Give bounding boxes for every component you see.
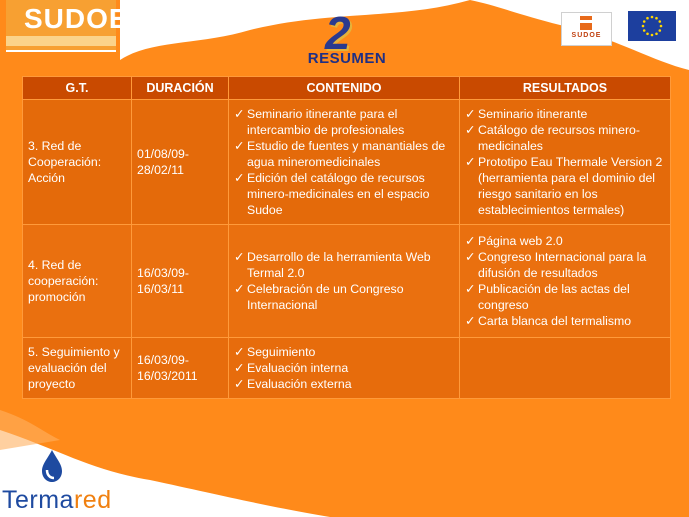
list-item <box>465 122 665 154</box>
list-item-text: Estudio de fuentes y manantiales de agua mineromedicinales <box>247 139 446 169</box>
list-item <box>234 249 454 281</box>
cell-contenido <box>229 100 460 225</box>
termared-logo-part1: Terma <box>2 486 74 514</box>
section-number: 2 <box>325 7 351 59</box>
summary-table <box>22 76 671 399</box>
cell-gt: 4. Red de cooperación: promoción <box>23 225 132 338</box>
cell-gt: 3. Red de Cooperación: Acción <box>23 100 132 225</box>
sudoe-partner-logo <box>561 12 612 46</box>
list-item-text: Congreso Internacional para la difusión de resultados <box>478 250 647 280</box>
list-item-text: Carta blanca del termalismo <box>478 314 632 328</box>
contenido-list <box>234 106 454 218</box>
check-icon: ✓ <box>465 107 476 121</box>
eu-flag-icon <box>628 11 676 41</box>
list-item-text: Catálogo de recursos minero-medicinales <box>478 123 640 153</box>
list-item-text: Prototipo Eau Thermale Version 2 (herramienta para el dominio del riesgo sanitario en los establecimientos termales) <box>478 155 663 217</box>
sudoe-partner-logo-text: SUDOE <box>571 32 602 39</box>
list-item-text: Desarrollo de la herramienta Web Termal 2.0 <box>247 250 431 280</box>
list-item-text: Seguimiento <box>247 345 316 359</box>
table-row <box>23 225 671 338</box>
cell-duracion: 01/08/09-28/02/11 <box>132 100 229 225</box>
check-icon: ✓ <box>465 314 476 328</box>
table-row <box>23 338 671 399</box>
sudoe-logo-bar <box>6 36 116 46</box>
cell-gt: 5. Seguimiento y evaluación del proyecto <box>23 338 132 399</box>
list-item <box>465 106 665 122</box>
check-icon: ✓ <box>234 282 245 296</box>
column-header-duracion: DURACIÓN <box>132 77 229 100</box>
list-item <box>465 154 665 218</box>
list-item <box>465 313 665 329</box>
list-item <box>234 106 454 138</box>
table-row <box>23 100 671 225</box>
list-item <box>234 281 454 313</box>
check-icon: ✓ <box>465 250 476 264</box>
contenido-list <box>234 344 454 392</box>
termared-logo <box>2 486 112 515</box>
check-icon: ✓ <box>465 282 476 296</box>
column-header-contenido: CONTENIDO <box>229 77 460 100</box>
list-item-text: Página web 2.0 <box>478 234 563 248</box>
table-header-row <box>23 77 671 100</box>
list-item-text: Edición del catálogo de recursos minero-medicinales en el espacio Sudoe <box>247 171 430 217</box>
list-item <box>234 138 454 170</box>
list-item <box>234 360 454 376</box>
cell-resultados <box>460 338 671 399</box>
check-icon: ✓ <box>234 139 245 153</box>
list-item <box>234 344 454 360</box>
list-item-text: Celebración de un Congreso Internacional <box>247 282 404 312</box>
contenido-list <box>234 249 454 313</box>
list-item-text: Seminario itinerante <box>478 107 588 121</box>
termared-logo-part2: red <box>73 486 112 514</box>
list-item <box>234 170 454 218</box>
check-icon: ✓ <box>465 234 476 248</box>
list-item-text: Evaluación externa <box>247 377 352 391</box>
sudoe-mark-icon <box>580 16 592 30</box>
list-item <box>234 376 454 392</box>
list-item-text: Publicación de las actas del congreso <box>478 282 630 312</box>
check-icon: ✓ <box>465 155 476 169</box>
check-icon: ✓ <box>234 107 245 121</box>
list-item-text: Seminario itinerante para el intercambio de profesionales <box>247 107 405 137</box>
check-icon: ✓ <box>465 123 476 137</box>
resultados-list <box>465 106 665 218</box>
cell-resultados <box>460 225 671 338</box>
cell-resultados <box>460 100 671 225</box>
cell-contenido <box>229 338 460 399</box>
cell-duracion: 16/03/09-16/03/2011 <box>132 338 229 399</box>
list-item-text: Evaluación interna <box>247 361 349 375</box>
check-icon: ✓ <box>234 377 245 391</box>
cell-duracion: 16/03/09-16/03/11 <box>132 225 229 338</box>
column-header-gt: G.T. <box>23 77 132 100</box>
check-icon: ✓ <box>234 171 245 185</box>
check-icon: ✓ <box>234 345 245 359</box>
cell-contenido <box>229 225 460 338</box>
list-item <box>465 281 665 313</box>
check-icon: ✓ <box>234 361 245 375</box>
sudoe-logo-text: SUDOE <box>24 3 129 34</box>
column-header-resultados: RESULTADOS <box>460 77 671 100</box>
list-item <box>465 233 665 249</box>
resultados-list <box>465 233 665 329</box>
water-drop-icon <box>38 448 66 484</box>
check-icon: ✓ <box>234 250 245 264</box>
sudoe-logo <box>6 0 129 52</box>
list-item <box>465 249 665 281</box>
page-title: RESUMEN <box>307 50 387 67</box>
